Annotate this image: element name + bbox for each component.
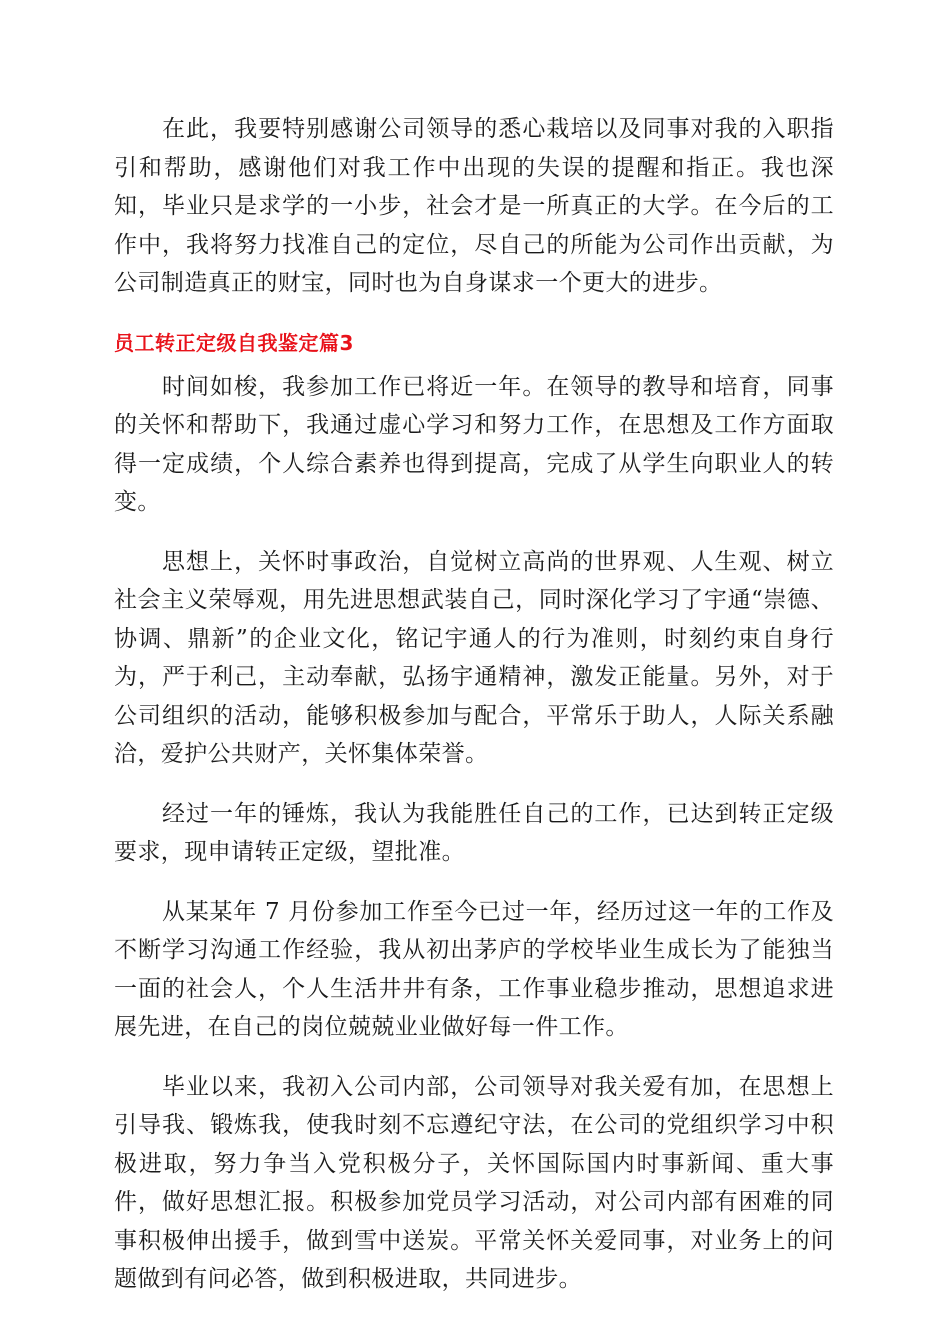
document-body [114, 110, 834, 1320]
paragraph-2: 思想上，关怀时事政治，自觉树立高尚的世界观、人生观、树立社会主义荣辱观，用先进思想武装自己，同时深化学习了宇通“崇德、协调、鼎新”的企业文化，铭记宇通人的行为准则，时刻约束自身行为，严于利己，主动奉献，弘扬宇通精神，激发正能量。另外，对于公司组织的活动，能够积极参加与配合，平常乐于助人，人际关系融洽，爱护公共财产，关怀集体荣誉。 [114, 548, 834, 767]
paragraph-4: 从某某年 7 月份参加工作至今已过一年，经历过这一年的工作及不断学习沟通工作经验，我从初出茅庐的学校毕业生成长为了能独当一面的社会人，个人生活井井有条，工作事业稳步推动，思想追求进展先进，在自己的岗位兢兢业业做好每一件工作。 [114, 898, 834, 1040]
paragraph-5: 毕业以来，我初入公司内部，公司领导对我关爱有加，在思想上引导我、锻炼我，使我时刻不忘遵纪守法，在公司的党组织学习中积极进取，努力争当入党积极分子，关怀国际国内时事新闻、重大事件，做好思想汇报。积极参加党员学习活动，对公司内部有困难的同事积极伸出援手，做到雪中送炭。平常关怀关爱同事，对业务上的问题做到有问必答，做到积极进取，共同进步。 [114, 1073, 834, 1292]
section-heading: 员工转正定级自我鉴定篇3 [114, 330, 354, 355]
paragraph-1: 时间如梭，我参加工作已将近一年。在领导的教导和培育，同事的关怀和帮助下，我通过虚心学习和努力工作，在思想及工作方面取得一定成绩，个人综合素养也得到提高，完成了从学生向职业人的转变。 [114, 373, 834, 515]
paragraph-intro: 在此，我要特别感谢公司领导的悉心栽培以及同事对我的入职指引和帮助，感谢他们对我工作中出现的失误的提醒和指正。我也深知，毕业只是求学的一小步，社会才是一所真正的大学。在今后的工作中，我将努力找准自己的定位，尽自己的所能为公司作出贡献，为公司制造真正的财宝，同时也为自身谋求一个更大的进步。 [114, 116, 834, 296]
paragraph-3: 经过一年的锤炼，我认为我能胜任自己的工作，已达到转正定级要求，现申请转正定级，望批准。 [114, 800, 834, 865]
